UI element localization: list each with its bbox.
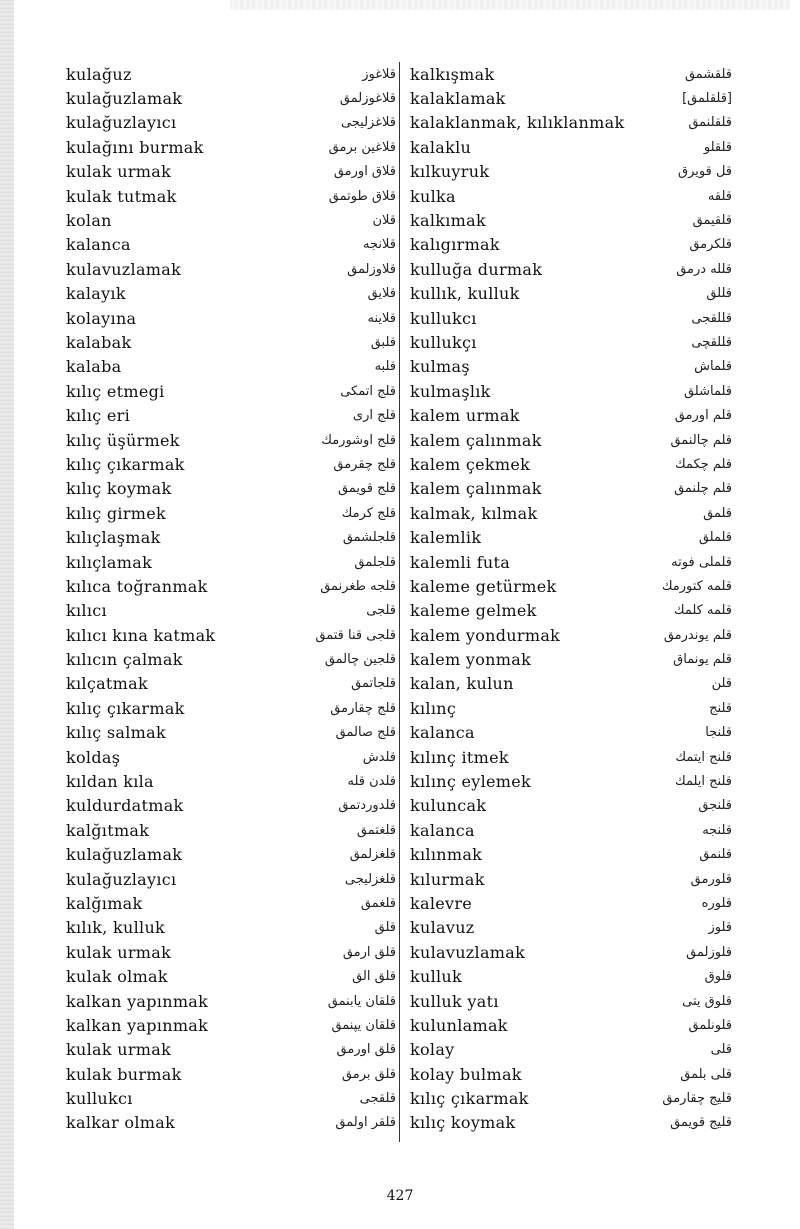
entry-ottoman: قلقه [707,188,732,204]
entry-ottoman: قلقجی [359,1091,396,1107]
dictionary-entry [66,525,396,549]
entry-ottoman: قليج چقارمق [662,1091,732,1107]
entry-turkish: kalkar olmak [66,1113,176,1133]
dictionary-entry [66,379,396,403]
dictionary-entry [66,403,396,427]
dictionary-entry [66,428,396,452]
entry-ottoman: قلج اوشورمك [321,432,396,448]
entry-ottoman: قلن [711,676,732,692]
entry-ottoman: قلجين چالمق [324,652,396,668]
entry-turkish: kulluğa durmak [410,259,543,279]
entry-ottoman: قلنجه [702,822,732,838]
entry-ottoman: قلوز [708,920,732,936]
entry-turkish: kulağuzlayıcı [66,113,177,133]
entry-turkish: kulağuzlamak [66,89,183,109]
entry-turkish: kalaba [66,357,122,377]
dictionary-entry [66,1062,396,1086]
entry-ottoman: قلماش [694,359,732,375]
entry-ottoman: قلقان يپنمق [331,1017,396,1033]
dictionary-entry [66,769,396,793]
entry-ottoman: قلم چالنمق [670,432,732,448]
entry-turkish: kılınç itmek [410,747,509,767]
entry-ottoman: قلمق [703,505,732,521]
entry-turkish: kalğımak [66,893,143,913]
dictionary-entry [410,379,732,403]
entry-turkish: kılıç koymak [66,479,172,499]
entry-ottoman: قلقلنمق [688,115,732,131]
entry-ottoman: [قلقلمق] [682,91,732,107]
entry-turkish: kolay [410,1040,455,1060]
entry-ottoman: قلقلو [703,139,732,155]
dictionary-entry [66,1086,396,1110]
dictionary-entry [410,403,732,427]
entry-ottoman: قلغتمق [356,822,396,838]
entry-turkish: kalanca [410,723,475,743]
dictionary-entry [410,818,732,842]
entry-turkish: kalkışmak [410,64,495,84]
entry-ottoman: قلجلشمق [342,530,396,546]
entry-turkish: kullukçı [410,332,477,352]
entry-ottoman: قلنج [709,700,732,716]
entry-turkish: kılıca toğranmak [66,576,208,596]
dictionary-entry [66,135,396,159]
dictionary-entry [66,989,396,1013]
dictionary-entry [410,525,732,549]
entry-turkish: kılıcın çalmak [66,650,183,670]
dictionary-entry [410,1111,732,1135]
dictionary-entry [66,111,396,135]
entry-turkish: kaleme gelmek [410,601,537,621]
dictionary-entry [66,86,396,110]
entry-turkish: kılıç çıkarmak [66,698,185,718]
dictionary-entry [410,135,732,159]
entry-ottoman: قلی [710,1042,732,1058]
dictionary-entry [410,672,732,696]
entry-turkish: kalayık [66,284,126,304]
entry-turkish: kalan, kulun [410,674,514,694]
entry-ottoman: قلج اتمكی [340,383,396,399]
entry-turkish: kulunlamak [410,1015,508,1035]
entry-turkish: kılıç çıkarmak [66,454,185,474]
entry-ottoman: قلبه [374,359,396,375]
entry-ottoman: قلدش [362,749,396,765]
entry-turkish: kıldan kıla [66,772,154,792]
entry-turkish: kulak urmak [66,1040,172,1060]
entry-ottoman: قلج قويمق [338,481,396,497]
entry-turkish: kalem çalınmak [410,479,542,499]
entry-ottoman: قلق برمق [341,1066,396,1082]
entry-turkish: kalem çekmek [410,454,531,474]
entry-turkish: kalmak, kılmak [410,503,538,523]
left-column [66,62,396,1135]
dictionary-entry [66,282,396,306]
dictionary-entry [66,672,396,696]
entry-ottoman: قلم يوندرمق [663,627,732,643]
dictionary-entry [66,599,396,623]
entry-turkish: kulağuzlayıcı [66,869,177,889]
dictionary-entry [66,501,396,525]
entry-turkish: kalabak [66,332,132,352]
dictionary-entry [410,843,732,867]
entry-ottoman: قلنجق [698,798,732,814]
dictionary-entry [410,184,732,208]
dictionary-entry [410,111,732,135]
entry-turkish: kılıç salmak [66,723,166,743]
entry-turkish: kılınç [410,698,457,718]
entry-turkish: kulağını burmak [66,137,204,157]
dictionary-entry [410,1062,732,1086]
entry-ottoman: قلله درمق [676,261,732,277]
dictionary-entry [66,721,396,745]
entry-turkish: kulak urmak [66,942,172,962]
entry-ottoman: قلدوردتمق [338,798,396,814]
dictionary-entry [410,647,732,671]
dictionary-entry [410,916,732,940]
entry-turkish: kulmaş [410,357,470,377]
entry-turkish: koldaş [66,747,121,767]
entry-ottoman: قلجه طغرنمق [320,578,396,594]
entry-turkish: kalemli futa [410,552,511,572]
dictionary-entry [410,721,732,745]
entry-ottoman: قلقر اولمق [335,1115,396,1131]
entry-turkish: kalaklanmak, kılıklanmak [410,113,625,133]
entry-ottoman: قلوق [704,969,732,985]
entry-turkish: kalemlik [410,528,482,548]
dictionary-entry [410,599,732,623]
entry-turkish: kulavuz [410,918,475,938]
entry-turkish: kuldurdatmak [66,796,184,816]
dictionary-entry [66,477,396,501]
dictionary-entry [66,647,396,671]
dictionary-entry [66,1013,396,1037]
entry-turkish: kaleme getürmek [410,576,557,596]
entry-turkish: kılıçlamak [66,552,153,572]
dictionary-entry [410,233,732,257]
entry-ottoman: قلاغزليجی [340,115,396,131]
entry-ottoman: قلغمق [360,895,396,911]
dictionary-entry [66,160,396,184]
dictionary-entry [410,62,732,86]
entry-ottoman: قلی بلمق [680,1066,732,1082]
entry-turkish: kılıç eri [66,406,131,426]
dictionary-entry [66,550,396,574]
dictionary-entry [66,818,396,842]
entry-ottoman: قلم يونماق [673,652,732,668]
entry-turkish: kılıç etmegi [66,381,165,401]
dictionary-entry [410,1038,732,1062]
dictionary-entry [66,208,396,232]
entry-ottoman: قلنج ايتمك [675,749,732,765]
entry-turkish: kılıç üşürmek [66,430,180,450]
entry-ottoman: قلنجا [705,725,732,741]
entry-ottoman: قلق ارمق [342,944,396,960]
entry-ottoman: قلوزلمق [686,944,732,960]
dictionary-entry [66,940,396,964]
entry-ottoman: قلدن قله [347,774,396,790]
entry-ottoman: قل قويرق [678,164,732,180]
entry-turkish: kılıcı [66,601,107,621]
dictionary-entry [410,891,732,915]
entry-turkish: kolayına [66,308,137,328]
entry-turkish: kalaklu [410,137,472,157]
entry-turkish: kulak urmak [66,162,172,182]
entry-turkish: kulağuzlamak [66,845,183,865]
entry-turkish: kalanca [66,235,131,255]
dictionary-entry [66,330,396,354]
dictionary-entry [410,696,732,720]
column-divider [399,62,400,1142]
entry-ottoman: قلق الق [352,969,396,985]
entry-turkish: kulavuzlamak [66,259,182,279]
entry-ottoman: قلم اورمق [674,408,732,424]
entry-ottoman: قلجی قنا قتمق [315,627,396,643]
dictionary-entry [66,843,396,867]
entry-ottoman: قللق [706,286,732,302]
dictionary-entry [66,452,396,476]
entry-turkish: kalıgırmak [410,235,500,255]
dictionary-entry [410,306,732,330]
entry-ottoman: قلقشمق [684,66,732,82]
entry-ottoman: قلاينه [367,310,396,326]
entry-turkish: kuluncak [410,796,487,816]
entry-turkish: kalem yondurmak [410,625,561,645]
dictionary-entry [66,184,396,208]
entry-ottoman: قلم چكمك [675,456,732,472]
entry-ottoman: قلق اورمق [336,1042,396,1058]
dictionary-entry [66,891,396,915]
entry-turkish: kalkımak [410,211,486,231]
entry-ottoman: قلوق يتی [682,993,732,1009]
entry-turkish: kalem yonmak [410,650,532,670]
entry-turkish: kulak olmak [66,967,168,987]
entry-turkish: kılıçlaşmak [66,528,161,548]
entry-ottoman: قلملی فوته [671,554,732,570]
entry-turkish: kulavuzlamak [410,942,526,962]
dictionary-entry [66,1038,396,1062]
dictionary-entry [410,355,732,379]
entry-ottoman: قلوره [701,895,732,911]
entry-ottoman: قلاغوز [362,66,396,82]
dictionary-entry [410,208,732,232]
dictionary-entry [410,964,732,988]
dictionary-entry [66,574,396,598]
entry-ottoman: قلاغوزلمق [339,91,396,107]
entry-turkish: kalğıtmak [66,820,150,840]
entry-ottoman: قلج چقرمق [333,456,396,472]
entry-turkish: kalkan yapınmak [66,1015,209,1035]
dictionary-entry [66,355,396,379]
entry-turkish: kulak burmak [66,1064,182,1084]
dictionary-entry [410,428,732,452]
entry-turkish: kolan [66,211,112,231]
entry-ottoman: قلونلمق [688,1017,732,1033]
dictionary-entry [66,916,396,940]
entry-turkish: kalanca [410,820,475,840]
dictionary-entry [410,574,732,598]
dictionary-entry [410,330,732,354]
dictionary-entry [66,745,396,769]
entry-turkish: kalkan yapınmak [66,991,209,1011]
entry-ottoman: قلبق [370,334,396,350]
entry-ottoman: قلنمق [699,847,732,863]
entry-turkish: kılıç koymak [410,1113,516,1133]
entry-turkish: kulluk [410,967,463,987]
entry-ottoman: قلنج ايلمك [675,774,732,790]
entry-turkish: kulka [410,186,456,206]
entry-turkish: kalem çalınmak [410,430,542,450]
entry-ottoman: قلماشلق [683,383,732,399]
dictionary-entry [410,1013,732,1037]
dictionary-entry [410,940,732,964]
dictionary-entry [66,62,396,86]
dictionary-entry [410,86,732,110]
entry-ottoman: قلاق اورمق [333,164,396,180]
dictionary-entry [410,160,732,184]
entry-ottoman: قلمه كتورمك [661,578,732,594]
entry-turkish: kullukcı [66,1089,133,1109]
entry-turkish: kılıcı kına katmak [66,625,216,645]
entry-ottoman: قلايق [367,286,396,302]
entry-turkish: kılkuyruk [410,162,490,182]
dictionary-entry [410,452,732,476]
entry-ottoman: قلج كرمك [341,505,396,521]
dictionary-entry [410,550,732,574]
entry-turkish: kılçatmak [66,674,148,694]
entry-turkish: kılurmak [410,869,485,889]
entry-ottoman: قلغزلمق [349,847,396,863]
entry-turkish: kalem urmak [410,406,520,426]
dictionary-entry [66,867,396,891]
dictionary-entry [66,1111,396,1135]
entry-ottoman: قللقجی [691,310,732,326]
dictionary-entry [66,964,396,988]
entry-ottoman: قلغزليجی [344,871,396,887]
dictionary-entry [410,501,732,525]
entry-turkish: kılınç eylemek [410,772,532,792]
entry-ottoman: قلاق طوتمق [328,188,396,204]
dictionary-entry [66,257,396,281]
dictionary-entry [66,623,396,647]
dictionary-entry [410,623,732,647]
dictionary-entry [410,769,732,793]
entry-ottoman: قلكرمق [689,237,732,253]
dictionary-entry [410,794,732,818]
entry-turkish: kulağuz [66,64,132,84]
entry-ottoman: قلجی [366,603,396,619]
dictionary-entry [410,257,732,281]
entry-turkish: kulluk yatı [410,991,499,1011]
entry-turkish: kılık, kulluk [66,918,166,938]
dictionary-entry [410,477,732,501]
entry-ottoman: قلج اری [352,408,396,424]
dictionary-entry [410,989,732,1013]
entry-ottoman: قلق [374,920,396,936]
dictionary-entry [410,1086,732,1110]
dictionary-entry [66,794,396,818]
entry-ottoman: قلانجه [363,237,396,253]
entry-turkish: kılıç çıkarmak [410,1089,529,1109]
entry-turkish: kullık, kulluk [410,284,520,304]
right-column [410,62,732,1135]
entry-turkish: kullukcı [410,308,477,328]
entry-ottoman: قلاوزلمق [347,261,396,277]
entry-turkish: kulak tutmak [66,186,177,206]
entry-turkish: kılıç girmek [66,503,167,523]
entry-ottoman: قلجلمق [354,554,396,570]
dictionary-entry [410,867,732,891]
dictionary-entry [410,282,732,306]
entry-ottoman: قلم چلنمق [674,481,732,497]
entry-turkish: kalevre [410,893,473,913]
page-number: 427 [386,1188,414,1204]
entry-ottoman: قلقيمق [692,213,732,229]
dictionary-entry [66,306,396,330]
entry-ottoman: قلج چقارمق [330,700,396,716]
entry-ottoman: قلاغين برمق [328,139,396,155]
dictionary-entry [66,696,396,720]
entry-turkish: kılınmak [410,845,483,865]
entry-ottoman: قلورمق [690,871,732,887]
entry-turkish: kulmaşlık [410,381,491,401]
entry-ottoman: قليج قويمق [670,1115,732,1131]
dictionary-entry [66,233,396,257]
entry-turkish: kalaklamak [410,89,506,109]
entry-turkish: kolay bulmak [410,1064,522,1084]
entry-ottoman: قلان [372,213,396,229]
dictionary-entry [410,745,732,769]
entry-ottoman: قلمه كلمك [673,603,732,619]
entry-ottoman: قللقچی [691,334,732,350]
entry-ottoman: قلملق [698,530,732,546]
entry-ottoman: قلجاتمق [351,676,396,692]
entry-ottoman: قلج صالمق [335,725,396,741]
entry-ottoman: قلقان يابنمق [327,993,396,1009]
